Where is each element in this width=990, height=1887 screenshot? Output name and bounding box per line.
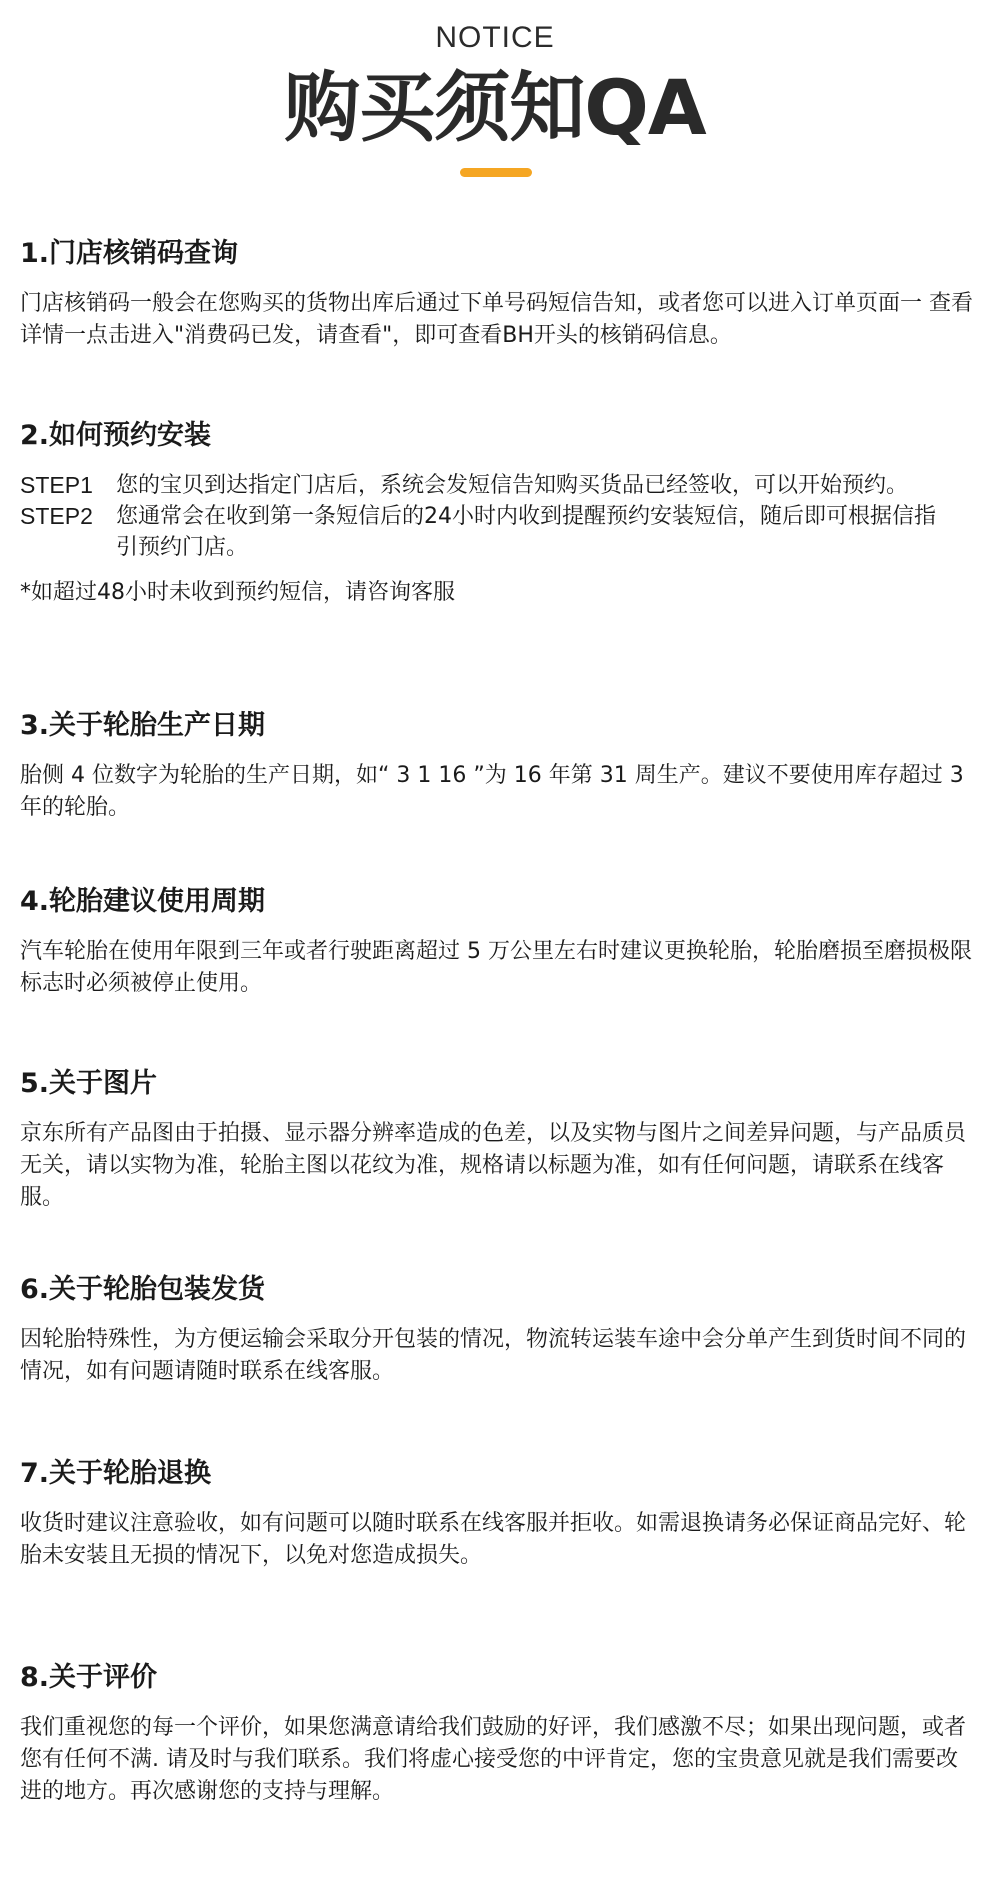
faq-section-images <box>20 1066 975 1214</box>
section-body: 汽车轮胎在使用年限到三年或者行驶距离超过 5 万公里左右时建议更换轮胎，轮胎磨损至磨损极限标志时必须被停止使用。 <box>20 939 972 996</box>
step-text: 您通常会在收到第一条短信后的24小时内收到提醒预约安装短信，随后即可根据信指引预约门店。 <box>116 504 936 560</box>
step-item <box>20 501 975 563</box>
step-item <box>20 470 975 501</box>
page-title: 购买须知QA <box>284 63 706 152</box>
section-body: 门店核销码一般会在您购买的货物出库后通过下单号码短信告知，或者您可以进入订单页面一 查看详情一点击进入"消费码已发，请查看"，即可查看BH开头的核销码信息。 <box>20 291 973 348</box>
section-body: 因轮胎特殊性，为方便运输会采取分开包装的情况，物流转运装车途中会分单产生到货时间不同的情况，如有问题请随时联系在线客服。 <box>20 1327 967 1384</box>
section-title: 3.关于轮胎生产日期 <box>20 710 266 741</box>
step-text: 您的宝贝到达指定门店后，系统会发短信告知购买货品已经签收，可以开始预约。 <box>116 473 909 498</box>
faq-section-packaging <box>20 1272 975 1388</box>
faq-section-installation <box>20 418 975 609</box>
title-accent-bar <box>460 168 532 177</box>
faq-section-returns <box>20 1456 975 1572</box>
section-body: 我们重视您的每一个评价，如果您满意请给我们鼓励的好评，我们感激不尽；如果出现问题，或者您有任何不满. 请及时与我们联系。我们将虚心接受您的中评肯定，您的宝贵意见就是我们需要改进的地方。再次感谢您的支持与理解。 <box>20 1715 967 1804</box>
section-title: 7.关于轮胎退换 <box>20 1458 212 1489</box>
faq-section-usage-cycle <box>20 884 975 1000</box>
step-list <box>20 470 975 563</box>
section-body: 收货时建议注意验收，如有问题可以随时联系在线客服并拒收。如需退换请务必保证商品完好、轮胎未安装且无损的情况下，以免对您造成损失。 <box>20 1511 967 1568</box>
step-label: STEP2 <box>20 503 93 529</box>
faq-section-store-code <box>20 236 975 352</box>
section-body: 京东所有产品图由于拍摄、显示器分辨率造成的色差，以及实物与图片之间差异问题，与产品质员无关，请以实物为准，轮胎主图以花纹为准，规格请以标题为准，如有任何问题，请联系在线客服。 <box>20 1121 967 1210</box>
section-body: 胎侧 4 位数字为轮胎的生产日期，如“ 3 1 16 ”为 16 年第 31 周生产。建议不要使用库存超过 3 年的轮胎。 <box>20 763 964 820</box>
notice-eyebrow: NOTICE <box>435 21 555 54</box>
section-title: 4.轮胎建议使用周期 <box>20 886 266 917</box>
faq-section-production-date <box>20 708 975 824</box>
section-title: 8.关于评价 <box>20 1662 158 1693</box>
section-title: 1.门店核销码查询 <box>20 238 239 269</box>
faq-section-reviews <box>20 1660 975 1808</box>
step-label: STEP1 <box>20 472 93 498</box>
section-title: 6.关于轮胎包装发货 <box>20 1274 266 1305</box>
section-title: 5.关于图片 <box>20 1068 158 1099</box>
section-note: *如超过48小时未收到预约短信，请咨询客服 <box>20 580 455 605</box>
section-title: 2.如何预约安装 <box>20 420 212 451</box>
